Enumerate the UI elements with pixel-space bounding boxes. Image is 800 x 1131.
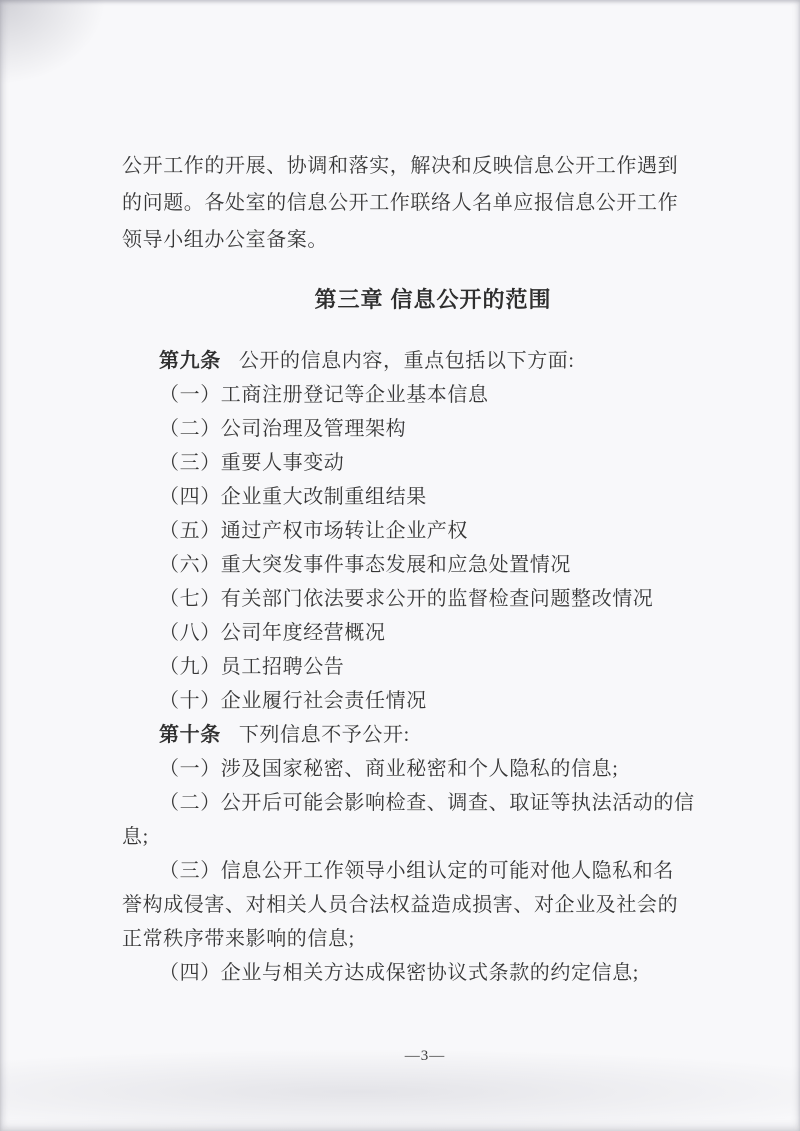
article-10-item-line: （一）涉及国家秘密、商业秘密和个人隐私的信息; <box>159 758 619 780</box>
article-10-item-line: （二）公开后可能会影响检查、调查、取证等执法活动的信 <box>159 792 695 814</box>
article-9-label: 第九条 <box>159 350 221 372</box>
document-content <box>122 148 700 990</box>
article-9-item: （五）通过产权市场转让企业产权 <box>159 520 468 542</box>
chapter-heading: 第三章 信息公开的范围 <box>314 287 552 312</box>
article-10-item <box>122 752 700 786</box>
article-9-lead: 公开的信息内容，重点包括以下方面: <box>238 350 575 372</box>
article-9-item: （一）工商注册登记等企业基本信息 <box>159 384 489 406</box>
article-10-item-line: 誉构成侵害、对相关人员合法权益造成损害、对企业及社会的 <box>122 894 679 916</box>
article-9-item: （四）企业重大改制重组结果 <box>159 486 427 508</box>
article-10-item-line: 息; <box>122 826 149 848</box>
article-10-item-line: （三）信息公开工作领导小组认定的可能对他人隐私和名 <box>159 860 674 882</box>
intro-paragraph <box>122 148 700 259</box>
article-10-item-line: （四）企业与相关方达成保密协议式条款的约定信息; <box>159 962 639 984</box>
article-9-item: （九）员工招聘公告 <box>159 656 345 678</box>
intro-line: 领导小组办公室备案。 <box>122 229 328 251</box>
article-10-item <box>122 786 700 854</box>
article-9-item: （三）重要人事变动 <box>159 452 345 474</box>
page-number: —3— <box>404 1048 446 1064</box>
article-9-item: （十）企业履行社会责任情况 <box>159 690 427 712</box>
article-9-item: （六）重大突发事件事态发展和应急处置情况 <box>159 554 571 576</box>
article-9-item: （七）有关部门依法要求公开的监督检查问题整改情况 <box>159 588 654 610</box>
article-10-label: 第十条 <box>159 724 221 746</box>
article-10 <box>122 718 700 990</box>
article-9-opening <box>122 344 700 378</box>
article-10-item <box>122 854 700 956</box>
article-9-item: （二）公司治理及管理架构 <box>159 418 407 440</box>
article-10-item <box>122 956 700 990</box>
intro-line: 的问题。各处室的信息公开工作联络人名单应报信息公开工作 <box>122 192 679 214</box>
article-9-item: （八）公司年度经营概况 <box>159 622 386 644</box>
article-9 <box>122 344 700 718</box>
article-10-lead: 下列信息不予公开: <box>238 724 410 746</box>
intro-line: 公开工作的开展、协调和落实，解决和反映信息公开工作遇到 <box>122 155 679 177</box>
article-10-opening <box>122 718 700 752</box>
article-10-item-line: 正常秩序带来影响的信息; <box>122 928 355 950</box>
